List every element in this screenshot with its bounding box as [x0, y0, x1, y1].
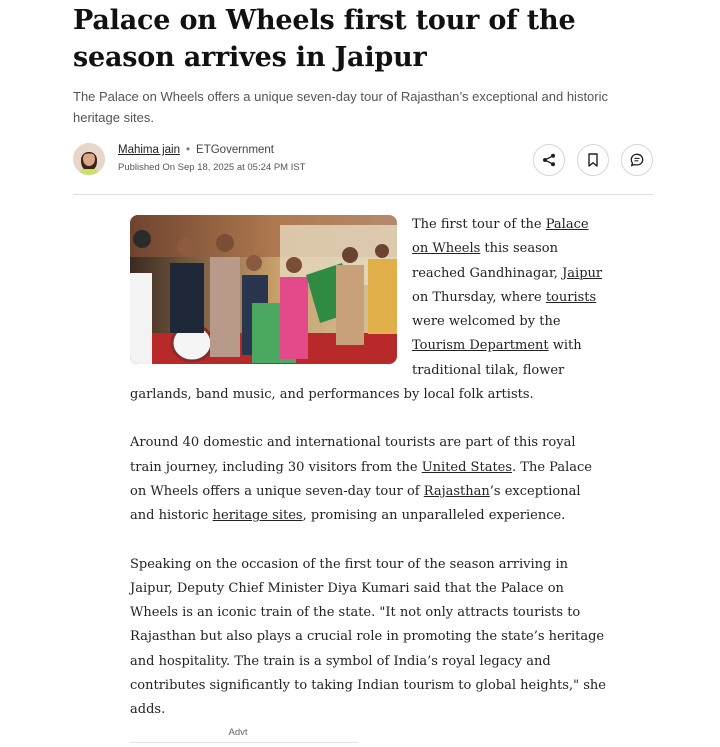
- link-jaipur[interactable]: Jaipur: [562, 265, 603, 281]
- paragraph-1: The first tour of the Palace on Wheels this season reached Gandhinagar, Jaipur on Thursday, where tourists were welcomed by the Tourism Department with traditional tilak, flower garlands, band music, and performances by local folk artists.: [130, 217, 603, 403]
- separator-dot: •: [186, 144, 191, 156]
- article-summary: The Palace on Wheels offers a unique seven-day tour of Rajasthan’s exceptional and historic heritage sites.: [73, 89, 609, 125]
- share-icon: [542, 153, 556, 167]
- article-body: [130, 213, 606, 747]
- byline: [73, 143, 653, 177]
- link-palace-on-wheels[interactable]: Palace on Wheels: [412, 217, 589, 257]
- link-heritage-sites[interactable]: heritage sites: [212, 508, 303, 524]
- published-date: Published On Sep 18, 2025 at 05:24 PM IST: [118, 162, 306, 173]
- advertisement-divider: [130, 742, 358, 743]
- link-rajasthan[interactable]: Rajasthan: [423, 483, 490, 499]
- author-name-link[interactable]: Mahima jain: [118, 144, 180, 156]
- link-tourism-department[interactable]: Tourism Department: [412, 338, 549, 354]
- comment-icon: [630, 153, 644, 167]
- article-title: Palace on Wheels first tour of the season arrives in Jaipur: [73, 5, 576, 73]
- link-tourists[interactable]: tourists: [545, 289, 597, 305]
- comment-button[interactable]: [621, 144, 653, 176]
- byline-divider: [73, 194, 653, 195]
- share-button[interactable]: [533, 144, 565, 176]
- paragraph-2: Around 40 domestic and international tourists are part of this royal train journey, including 30 visitors from the United States. The Palace on Wheels offers a unique seven-day tour of Rajasthan’s exceptional and historic heritage sites, promising an unparalleled experience.: [130, 435, 592, 524]
- link-united-states[interactable]: United States: [421, 459, 513, 475]
- author-line: [118, 144, 274, 156]
- hero-image: [130, 215, 397, 364]
- advertisement-label: Advt: [228, 727, 248, 738]
- author-avatar[interactable]: [73, 143, 105, 175]
- bookmark-button[interactable]: [577, 144, 609, 176]
- publication-name[interactable]: ETGovernment: [196, 144, 275, 156]
- bookmark-icon: [587, 153, 599, 167]
- paragraph-3: Speaking on the occasion of the first tour of the season arriving in Jaipur, Deputy Chief Minister Diya Kumari said that the Palace on Wheels is an iconic train of the state. "It not only attracts tourists to Rajasthan but also plays a crucial role in promoting the state’s heritage and hospitality. The train is a symbol of India’s royal legacy and contributes significantly to taking Indian tourism to global heights," she adds.: [130, 556, 606, 718]
